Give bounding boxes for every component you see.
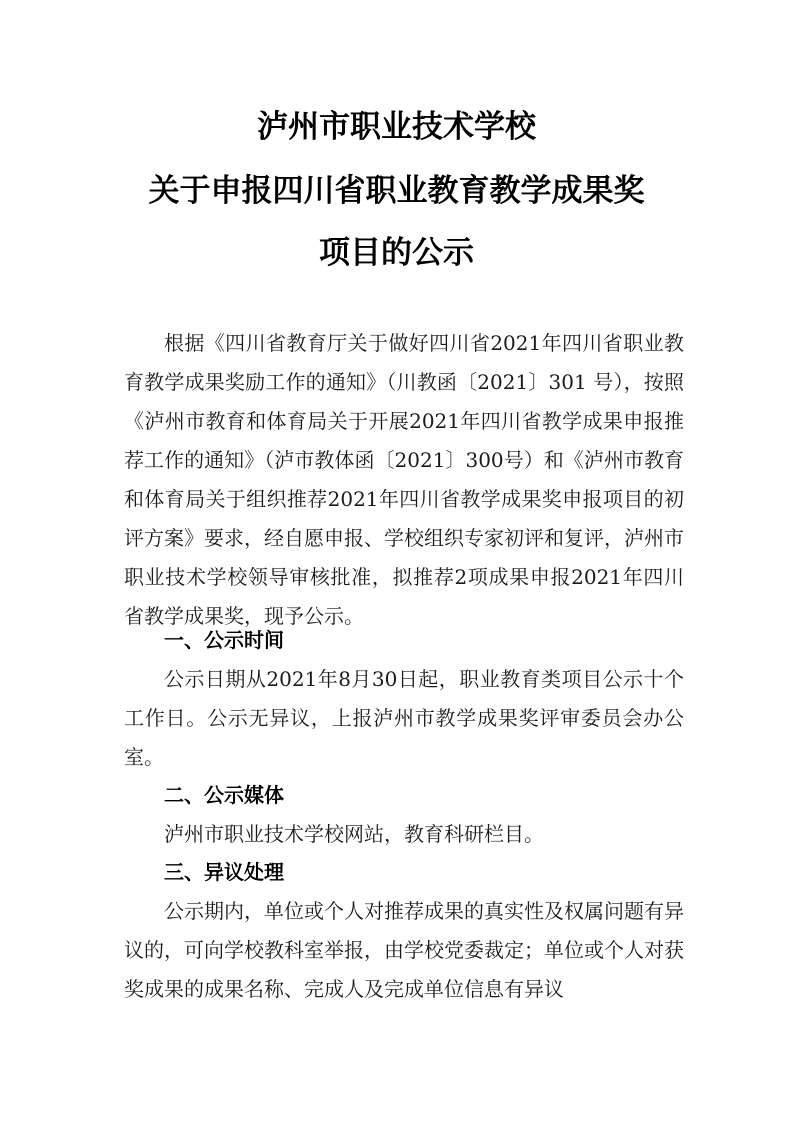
- section-heading-publicity-media: 二、公示媒体: [164, 783, 284, 807]
- objection-handling-paragraph: 公示期内，单位或个人对推荐成果的真实性及权属问题有异议的，可向学校教科室举报，由学校党委裁定；单位或个人对获奖成果的成果名称、完成人及完成单位信息有异议: [124, 899, 684, 1001]
- document-title-line-1: 泸州市职业技术学校: [257, 109, 536, 145]
- publicity-time-paragraph: 公示日期从2021年8月30日起，职业教育类项目公示十个工作日。公示无异议，上报泸州市教学成果奖评审委员会办公室。: [124, 667, 684, 769]
- intro-paragraph: 根据《四川省教育厅关于做好四川省2021年四川省职业教育教学成果奖励工作的通知》（川教函〔2021〕301 号），按照《泸州市教育和体育局关于开展2021年四川省教学成果申报推荐工作的通知》（泸市教体函〔2021〕300号）和《泸州市教育和体育局关于组织推荐2021年四川省教学成果奖申报项目的初评方案》要求，经自愿申报、学校组织专家初评和复评，泸州市职业技术学校领导审核批准，拟推荐2项成果申报2021年四川省教学成果奖，现予公示。: [124, 331, 684, 628]
- document-title-line-2: 关于申报四川省职业教育教学成果奖: [148, 173, 645, 209]
- section-heading-publicity-time: 一、公示时间: [164, 628, 284, 652]
- section-heading-objection-handling: 三、异议处理: [164, 860, 284, 884]
- publicity-media-paragraph: 泸州市职业技术学校网站，教育科研栏目。: [164, 822, 544, 846]
- document-title-line-3: 项目的公示: [319, 235, 474, 271]
